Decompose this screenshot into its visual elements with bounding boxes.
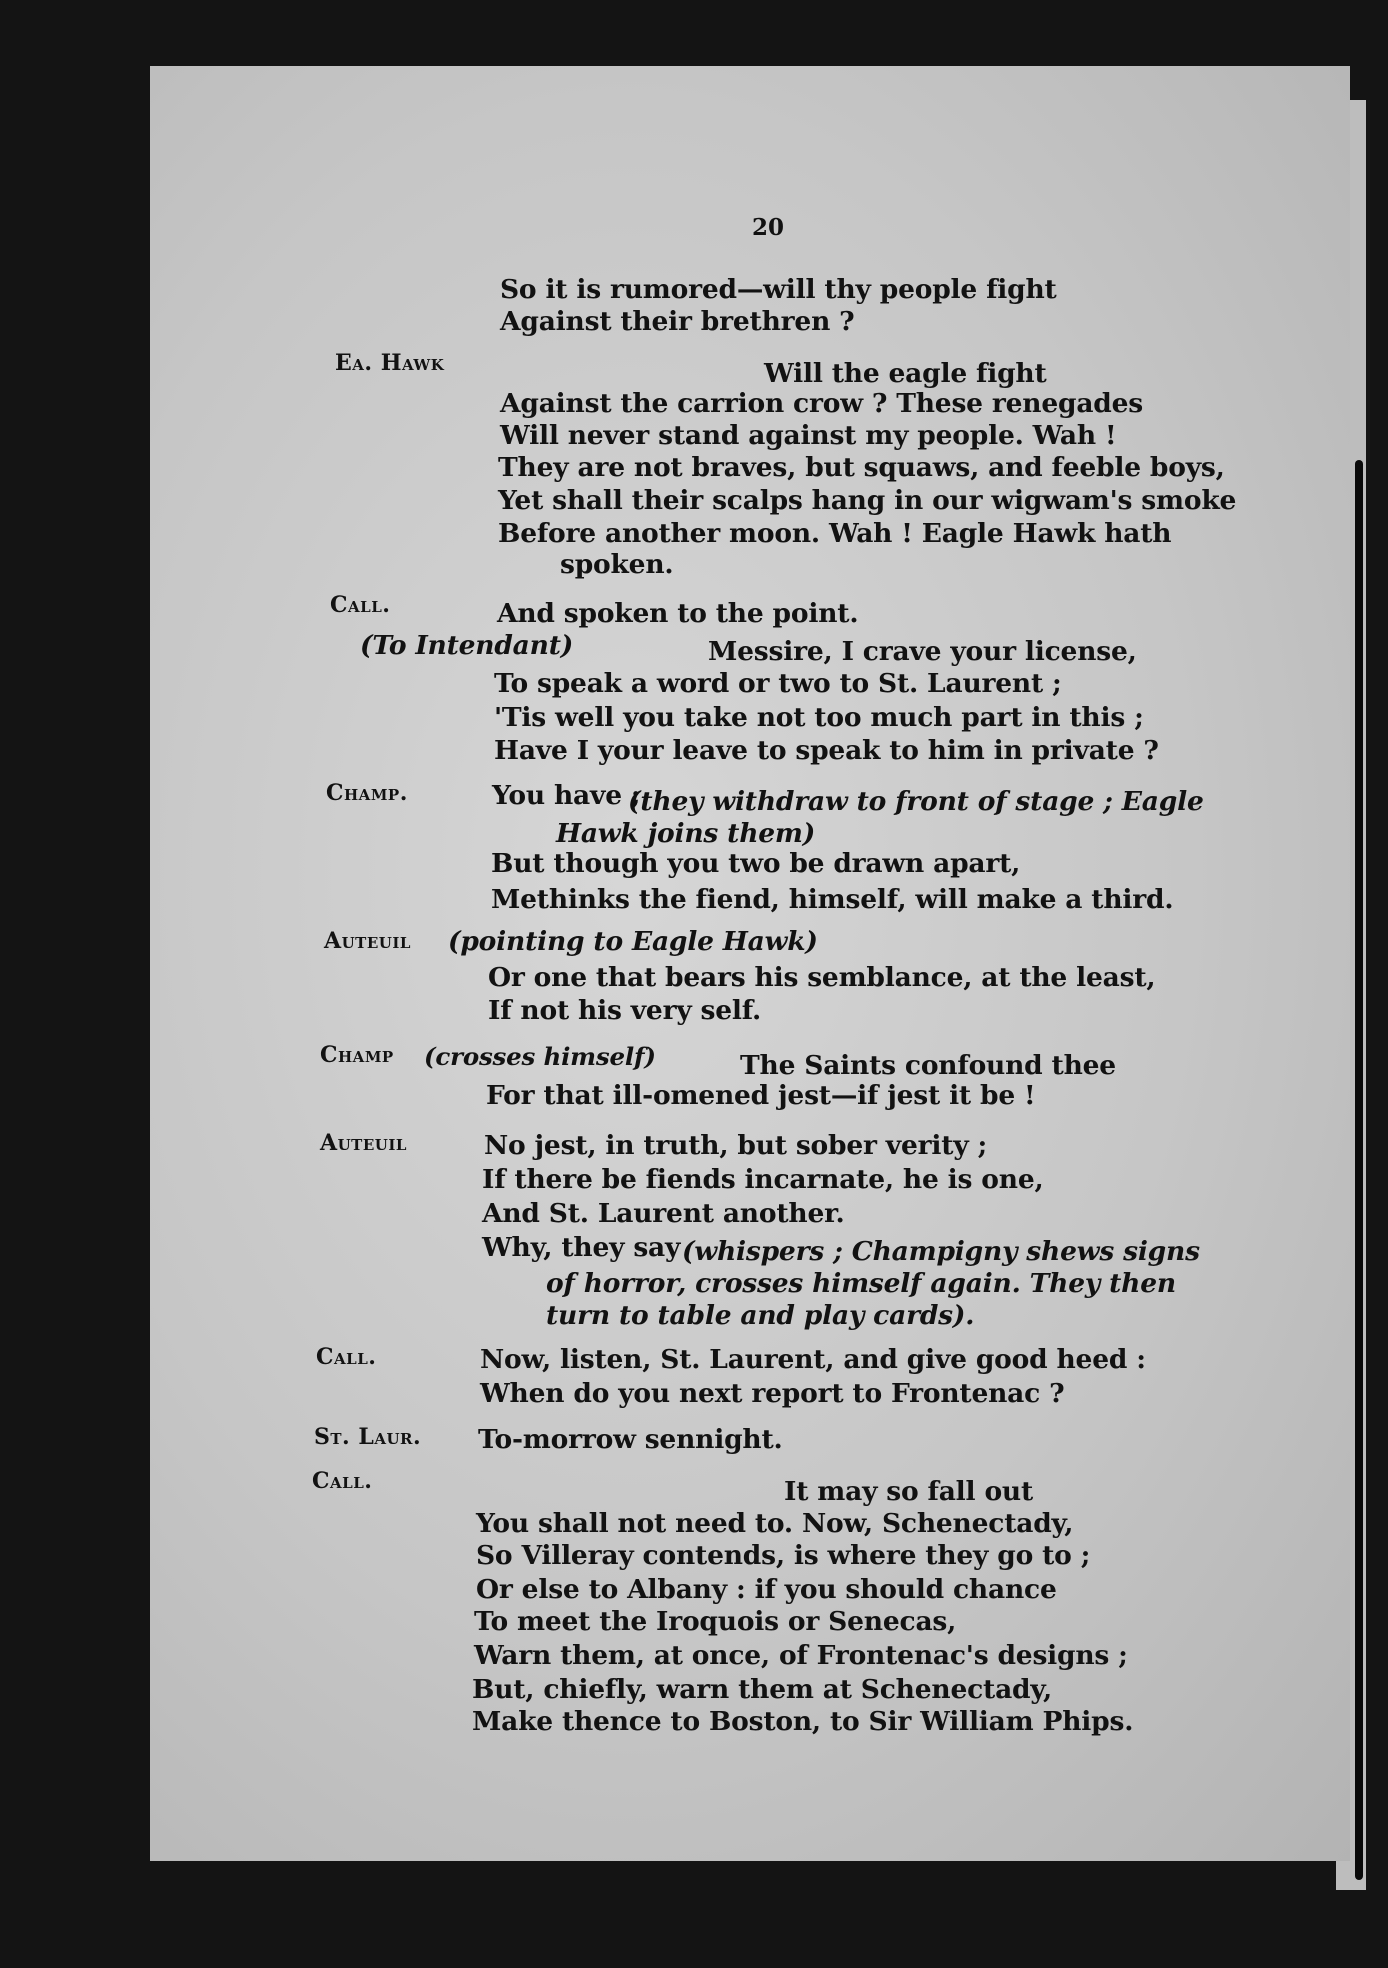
stage-direction: turn to table and play cards).: [546, 1300, 975, 1331]
verse-line: And spoken to the point.: [497, 598, 859, 629]
stage-direction: Hawk joins them): [556, 818, 816, 849]
verse-line: Will never stand against my people. Wah !: [500, 420, 1117, 451]
verse-line: It may so fall out: [784, 1476, 1034, 1507]
verse-line: Warn them, at once, of Frontenac's designs ;: [474, 1640, 1128, 1671]
speaker-call: Call.: [330, 592, 391, 618]
verse-line: Make thence to Boston, to Sir William Phips.: [472, 1706, 1134, 1737]
speaker-auteuil: Auteuil: [324, 928, 411, 954]
verse-line: But though you two be drawn apart,: [491, 848, 1021, 879]
stage-direction: (they withdraw to front of stage ; Eagle: [628, 786, 1204, 817]
verse-line: Messire, I crave your license,: [708, 636, 1137, 667]
verse-line: Before another moon. Wah ! Eagle Hawk hath: [498, 518, 1172, 549]
page-number: 20: [752, 214, 785, 241]
verse-line: No jest, in truth, but sober verity ;: [484, 1130, 988, 1161]
speaker-champ: Champ: [320, 1042, 394, 1068]
verse-line: They are not braves, but squaws, and feeble boys,: [498, 452, 1225, 483]
verse-line: Why, they say: [482, 1232, 681, 1263]
verse-line: 'Tis well you take not too much part in this ;: [494, 702, 1144, 733]
speaker-call: Call.: [316, 1344, 377, 1370]
speaker-call: Call.: [312, 1468, 373, 1494]
verse-line: You have ;: [492, 780, 641, 811]
speaker-st-laur: St. Laur.: [314, 1424, 422, 1450]
verse-line: So it is rumored—will thy people fight: [500, 274, 1057, 305]
verse-line: Yet shall their scalps hang in our wigwam's smoke: [498, 485, 1237, 516]
stage-direction: (To Intendant): [360, 630, 574, 661]
verse-line: Will the eagle fight: [764, 358, 1047, 389]
verse-line: But, chiefly, warn them at Schenectady,: [472, 1674, 1053, 1705]
verse-line: The Saints confound thee: [740, 1050, 1116, 1081]
verse-line: To-morrow sennight.: [478, 1424, 783, 1455]
verse-line: Or else to Albany : if you should chance: [476, 1574, 1057, 1605]
speaker-auteuil: Auteuil: [320, 1130, 407, 1156]
stage-direction: (pointing to Eagle Hawk): [448, 926, 818, 957]
verse-line: Now, listen, St. Laurent, and give good heed :: [480, 1344, 1146, 1375]
verse-line: To speak a word or two to St. Laurent ;: [494, 668, 1062, 699]
stage-direction: (whispers ; Champigny shews signs: [682, 1236, 1200, 1267]
verse-line: And St. Laurent another.: [482, 1198, 845, 1229]
verse-line: Methinks the fiend, himself, will make a third.: [491, 884, 1174, 915]
speaker-ea-hawk: Ea. Hawk: [335, 350, 445, 376]
verse-line: Have I your leave to speak to him in private ?: [494, 735, 1159, 766]
verse-line: Or one that bears his semblance, at the least,: [488, 962, 1156, 993]
verse-line: Against their brethren ?: [500, 306, 855, 337]
verse-line: When do you next report to Frontenac ?: [480, 1378, 1065, 1409]
stage-direction: of horror, crosses himself again. They then: [546, 1268, 1176, 1299]
speaker-champ: Champ.: [326, 780, 408, 806]
verse-line: If not his very self.: [488, 995, 762, 1026]
verse-line: So Villeray contends, is where they go to ;: [476, 1540, 1091, 1571]
spine-shadow: [1355, 460, 1363, 1880]
verse-line: Against the carrion crow ? These renegades: [500, 388, 1144, 419]
stage-direction: (crosses himself): [424, 1042, 656, 1071]
verse-line: spoken.: [560, 549, 674, 580]
verse-line: To meet the Iroquois or Senecas,: [474, 1606, 957, 1637]
verse-line: For that ill-omened jest—if jest it be !: [486, 1080, 1036, 1111]
verse-line: If there be fiends incarnate, he is one,: [482, 1164, 1044, 1195]
verse-line: You shall not need to. Now, Schenectady,: [476, 1508, 1074, 1539]
